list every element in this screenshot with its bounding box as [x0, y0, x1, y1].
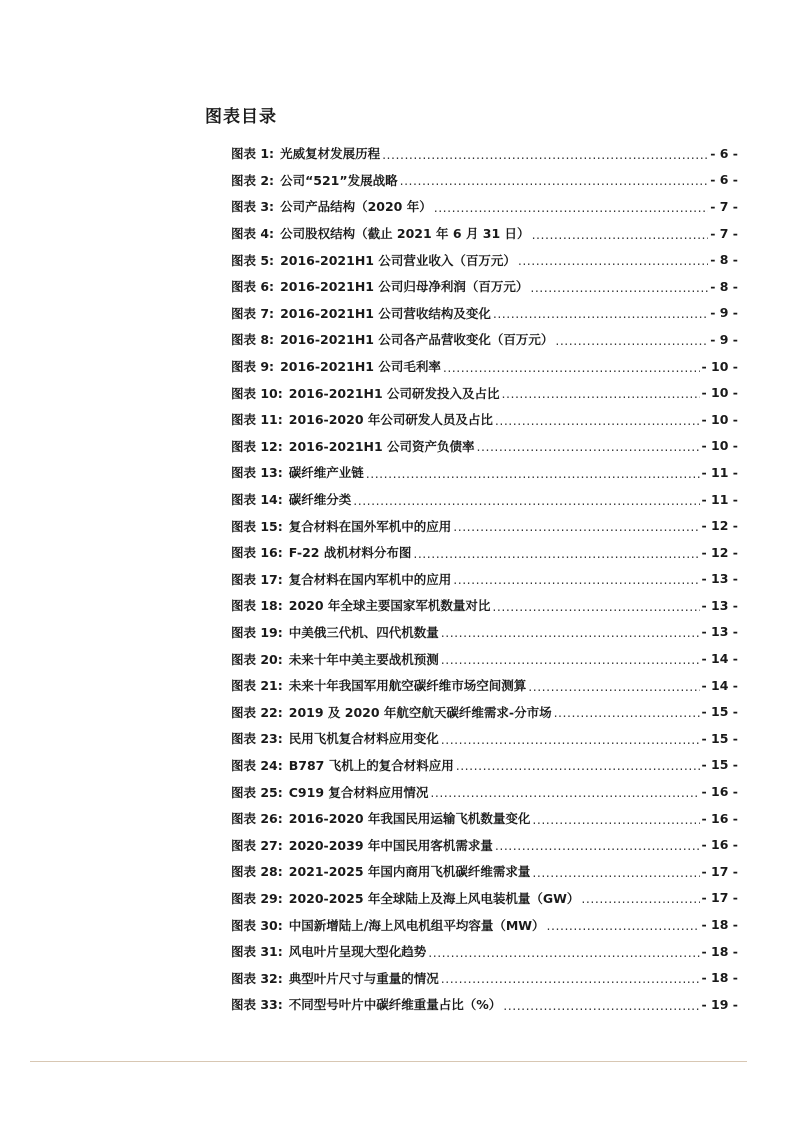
- toc-entry-label: 图表 22:: [231, 704, 283, 720]
- toc-entry-title: 2016-2021H1 公司归母净利润（百万元）: [280, 279, 529, 295]
- toc-entry[interactable]: [231, 140, 738, 167]
- toc-dot-leader: [441, 652, 700, 667]
- toc-entry-title: 2016-2021H1 公司毛利率: [280, 359, 441, 375]
- toc-entry[interactable]: [231, 353, 738, 380]
- toc-entry-title: 复合材料在国内军机中的应用: [288, 571, 452, 587]
- toc-dot-leader: [400, 173, 709, 188]
- toc-entry-page: - 15 -: [701, 730, 738, 746]
- toc-entry-page: - 7 -: [710, 198, 738, 214]
- toc-entry[interactable]: [231, 672, 738, 699]
- toc-entry[interactable]: [231, 539, 738, 566]
- toc-entry-page: - 11 -: [701, 464, 738, 480]
- toc-entry-page: - 18 -: [701, 943, 738, 959]
- toc-dot-leader: [441, 971, 700, 986]
- toc-entry-title: 碳纤维分类: [288, 492, 352, 508]
- toc-entry-title: B787 飞机上的复合材料应用: [288, 757, 454, 773]
- toc-entry-title: 2016-2020 年我国民用运输飞机数量变化: [288, 811, 531, 827]
- toc-entry-page: - 9 -: [710, 331, 738, 347]
- toc-entry[interactable]: [231, 406, 738, 433]
- toc-dot-leader: [530, 280, 708, 295]
- toc-entry[interactable]: [231, 486, 738, 513]
- toc-dot-leader: [477, 439, 700, 454]
- toc-entry-title: 2016-2021H1 公司营收结构及变化: [280, 305, 491, 321]
- toc-entry[interactable]: [231, 991, 738, 1018]
- toc-entry[interactable]: [231, 805, 738, 832]
- toc-entry-label: 图表 6:: [231, 279, 275, 295]
- toc-dot-leader: [413, 546, 699, 561]
- toc-entry[interactable]: [231, 885, 738, 912]
- toc-entry[interactable]: [231, 326, 738, 353]
- toc-entry[interactable]: [231, 220, 738, 247]
- toc-entry-title: 中美俄三代机、四代机数量: [288, 624, 439, 640]
- toc-entry[interactable]: [231, 592, 738, 619]
- toc-dot-leader: [554, 705, 700, 720]
- toc-entry-title: 未来十年我国军用航空碳纤维市场空间测算: [288, 678, 527, 694]
- toc-entry-label: 图表 21:: [231, 678, 283, 694]
- toc-entry-label: 图表 1:: [231, 146, 275, 162]
- toc-heading: 图表目录: [205, 107, 277, 127]
- toc-entry-title: 2020 年全球主要国家军机数量对比: [288, 598, 491, 614]
- toc-entry-label: 图表 20:: [231, 651, 283, 667]
- toc-entry-label: 图表 11:: [231, 412, 283, 428]
- toc-entry-label: 图表 29:: [231, 890, 283, 906]
- toc-entry-page: - 16 -: [701, 837, 738, 853]
- toc-dot-leader: [547, 918, 700, 933]
- toc-entry-page: - 6 -: [710, 172, 738, 188]
- toc-entry-label: 图表 27:: [231, 837, 283, 853]
- footer-divider: [30, 1061, 747, 1062]
- toc-entry-page: - 10 -: [701, 385, 738, 401]
- toc-entry[interactable]: [231, 167, 738, 194]
- toc-entry[interactable]: [231, 273, 738, 300]
- toc-entry[interactable]: [231, 645, 738, 672]
- toc-entry-page: - 6 -: [710, 145, 738, 161]
- toc-entry-page: - 15 -: [701, 757, 738, 773]
- toc-entry-page: - 10 -: [701, 358, 738, 374]
- toc-entry-title: 公司“521”发展战略: [280, 172, 398, 188]
- toc-entry-page: - 8 -: [710, 278, 738, 294]
- toc-entry-page: - 10 -: [701, 438, 738, 454]
- toc-dot-leader: [382, 147, 708, 162]
- toc-entry[interactable]: [231, 858, 738, 885]
- toc-entry[interactable]: [231, 725, 738, 752]
- toc-entry-label: 图表 16:: [231, 545, 283, 561]
- toc-entry[interactable]: [231, 512, 738, 539]
- toc-dot-leader: [532, 227, 709, 242]
- toc-entry-title: 中国新增陆上/海上风电机组平均容量（MW）: [288, 917, 545, 933]
- toc-entry-label: 图表 3:: [231, 199, 275, 215]
- toc-entry-page: - 19 -: [701, 996, 738, 1012]
- toc-entry-label: 图表 8:: [231, 332, 275, 348]
- toc-entry-page: - 9 -: [710, 305, 738, 321]
- toc-dot-leader: [430, 785, 699, 800]
- toc-entry[interactable]: [231, 778, 738, 805]
- toc-entry-page: - 10 -: [701, 411, 738, 427]
- toc-entry-title: 风电叶片呈现大型化趋势: [288, 944, 427, 960]
- toc-list: [231, 140, 738, 1018]
- toc-entry-title: F-22 战机材料分布图: [288, 545, 412, 561]
- toc-entry-title: 光威复材发展历程: [280, 146, 381, 162]
- toc-dot-leader: [555, 333, 708, 348]
- toc-entry-title: 2020-2025 年全球陆上及海上风电装机量（GW）: [288, 890, 580, 906]
- toc-entry-title: 碳纤维产业链: [288, 465, 364, 481]
- toc-entry-label: 图表 30:: [231, 917, 283, 933]
- toc-entry[interactable]: [231, 911, 738, 938]
- toc-entry-title: C919 复合材料应用情况: [288, 784, 429, 800]
- toc-entry-label: 图表 18:: [231, 598, 283, 614]
- toc-dot-leader: [353, 493, 699, 508]
- toc-entry-title: 2019 及 2020 年航空航天碳纤维需求-分市场: [288, 704, 552, 720]
- toc-entry-page: - 16 -: [701, 784, 738, 800]
- toc-entry-page: - 16 -: [701, 810, 738, 826]
- toc-dot-leader: [453, 519, 699, 534]
- toc-dot-leader: [518, 253, 708, 268]
- toc-entry-label: 图表 2:: [231, 172, 275, 188]
- toc-entry[interactable]: [231, 193, 738, 220]
- toc-entry-label: 图表 25:: [231, 784, 283, 800]
- toc-entry[interactable]: [231, 433, 738, 460]
- toc-entry-title: 公司股权结构（截止 2021 年 6 月 31 日）: [280, 226, 530, 242]
- toc-dot-leader: [441, 732, 700, 747]
- toc-entry-title: 2016-2021H1 公司营业收入（百万元）: [280, 252, 516, 268]
- toc-entry-label: 图表 24:: [231, 757, 283, 773]
- toc-entry-page: - 12 -: [701, 544, 738, 560]
- toc-dot-leader: [581, 891, 699, 906]
- toc-dot-leader: [428, 945, 699, 960]
- toc-entry-label: 图表 31:: [231, 944, 283, 960]
- toc-entry-title: 不同型号叶片中碳纤维重量占比（%）: [288, 997, 502, 1013]
- toc-entry-label: 图表 23:: [231, 731, 283, 747]
- toc-dot-leader: [503, 998, 699, 1013]
- toc-entry-label: 图表 12:: [231, 438, 283, 454]
- toc-entry-title: 民用飞机复合材料应用变化: [288, 731, 439, 747]
- toc-entry[interactable]: [231, 459, 738, 486]
- toc-entry[interactable]: [231, 300, 738, 327]
- toc-entry-page: - 11 -: [701, 491, 738, 507]
- toc-entry-title: 2016-2021H1 公司资产负债率: [288, 438, 475, 454]
- toc-entry-label: 图表 5:: [231, 252, 275, 268]
- toc-entry[interactable]: [231, 831, 738, 858]
- toc-entry-label: 图表 9:: [231, 359, 275, 375]
- toc-entry-label: 图表 33:: [231, 997, 283, 1013]
- toc-entry-page: - 12 -: [701, 518, 738, 534]
- toc-dot-leader: [532, 812, 699, 827]
- toc-dot-leader: [492, 599, 699, 614]
- toc-entry[interactable]: [231, 246, 738, 273]
- toc-entry[interactable]: [231, 698, 738, 725]
- toc-dot-leader: [456, 758, 700, 773]
- toc-entry-page: - 17 -: [701, 863, 738, 879]
- toc-dot-leader: [532, 865, 699, 880]
- toc-entry-label: 图表 17:: [231, 571, 283, 587]
- toc-entry-label: 图表 13:: [231, 465, 283, 481]
- toc-entry[interactable]: [231, 379, 738, 406]
- toc-dot-leader: [453, 572, 699, 587]
- toc-entry-title: 2016-2021H1 公司研发投入及占比: [288, 385, 500, 401]
- toc-entry-label: 图表 14:: [231, 492, 283, 508]
- toc-entry-title: 2016-2021H1 公司各产品营收变化（百万元）: [280, 332, 554, 348]
- toc-entry-page: - 14 -: [701, 651, 738, 667]
- toc-entry-label: 图表 7:: [231, 305, 275, 321]
- toc-entry[interactable]: [231, 619, 738, 646]
- toc-entry[interactable]: [231, 752, 738, 779]
- toc-entry-label: 图表 4:: [231, 226, 275, 242]
- toc-entry-title: 未来十年中美主要战机预测: [288, 651, 439, 667]
- toc-dot-leader: [434, 200, 709, 215]
- toc-entry-label: 图表 15:: [231, 518, 283, 534]
- toc-dot-leader: [493, 306, 708, 321]
- toc-entry-page: - 18 -: [701, 917, 738, 933]
- toc-entry-page: - 17 -: [701, 890, 738, 906]
- toc-dot-leader: [502, 386, 700, 401]
- toc-entry-label: 图表 28:: [231, 864, 283, 880]
- toc-entry-label: 图表 32:: [231, 970, 283, 986]
- toc-entry-title: 公司产品结构（2020 年）: [280, 199, 432, 215]
- toc-dot-leader: [495, 413, 700, 428]
- toc-entry-page: - 7 -: [710, 225, 738, 241]
- toc-dot-leader: [495, 838, 700, 853]
- toc-entry-page: - 13 -: [701, 571, 738, 587]
- toc-dot-leader: [443, 360, 700, 375]
- toc-entry[interactable]: [231, 938, 738, 965]
- toc-entry-title: 2020-2039 年中国民用客机需求量: [288, 837, 493, 853]
- toc-entry-title: 2021-2025 年国内商用飞机碳纤维需求量: [288, 864, 531, 880]
- toc-entry-title: 2016-2020 年公司研发人员及占比: [288, 412, 493, 428]
- toc-dot-leader: [528, 679, 699, 694]
- toc-entry-label: 图表 26:: [231, 811, 283, 827]
- toc-entry-page: - 15 -: [701, 704, 738, 720]
- toc-entry-page: - 18 -: [701, 970, 738, 986]
- toc-entry-page: - 13 -: [701, 597, 738, 613]
- toc-entry-title: 典型叶片尺寸与重量的情况: [288, 970, 439, 986]
- toc-dot-leader: [366, 466, 700, 481]
- toc-entry-label: 图表 19:: [231, 624, 283, 640]
- toc-entry-page: - 14 -: [701, 677, 738, 693]
- toc-entry[interactable]: [231, 964, 738, 991]
- toc-entry-title: 复合材料在国外军机中的应用: [288, 518, 452, 534]
- toc-entry-label: 图表 10:: [231, 385, 283, 401]
- toc-entry[interactable]: [231, 566, 738, 593]
- toc-entry-page: - 13 -: [701, 624, 738, 640]
- toc-dot-leader: [441, 625, 700, 640]
- toc-entry-page: - 8 -: [710, 252, 738, 268]
